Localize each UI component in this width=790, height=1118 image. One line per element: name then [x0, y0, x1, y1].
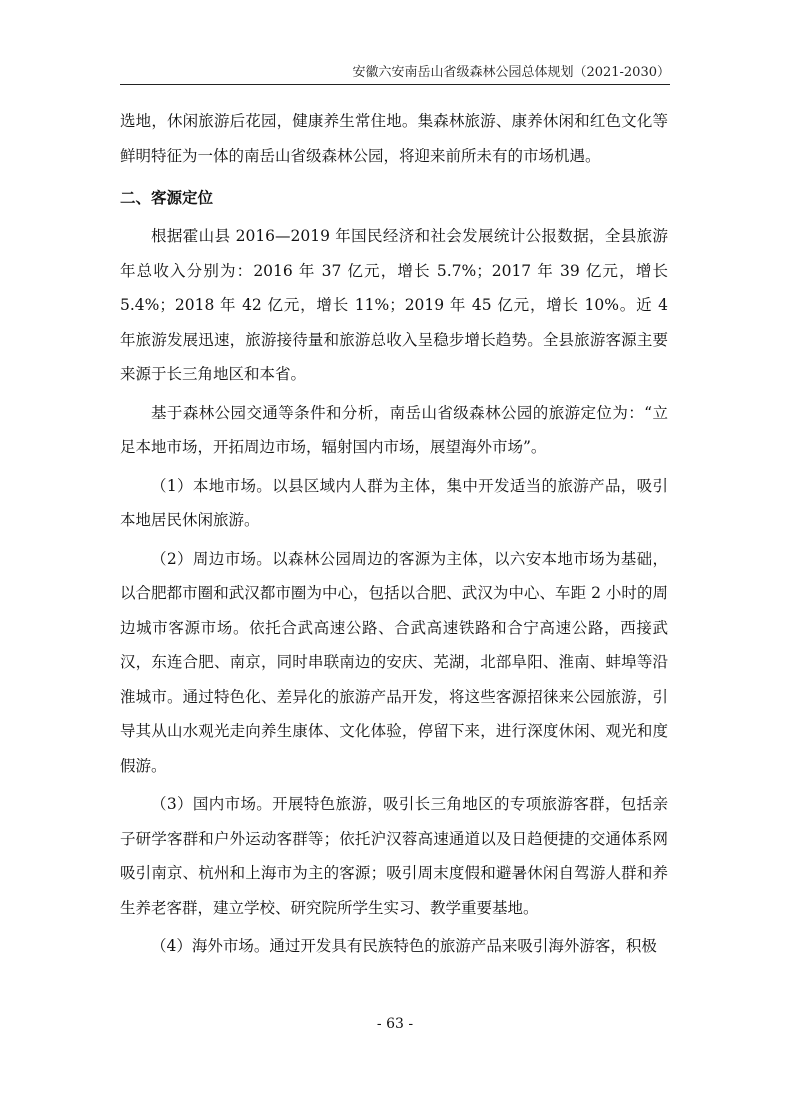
paragraph-local-market: （1）本地市场。以县区域内人群为主体，集中开发适当的旅游产品，吸引本地居民休闲旅游。 — [120, 476, 668, 529]
paragraph-overseas-market: （4）海外市场。通过开发具有民族特色的旅游产品来吸引海外游客，积极 — [151, 937, 657, 955]
page-body — [120, 104, 668, 968]
paragraph-continued: 选地，休闲旅游后花园，健康养生常住地。集森林旅游、康养休闲和红色文化等鲜明特征为一体的南岳山省级森林公园，将迎来前所未有的市场机遇。 — [120, 112, 668, 165]
running-header: 安徽六安南岳山省级森林公园总体规划（2021-2030） — [352, 65, 670, 80]
paragraph-tourism-statistics: 根据霍山县 2016—2019 年国民经济和社会发展统计公报数据，全县旅游年总收入分别为：2016 年 37 亿元，增长 5.7%；2017 年 39 亿元，增长 5.4%；2018 年 42 亿元，增长 11%；2019 年 45 亿元，增长 10%。近 4 年旅游发展迅速，旅游接待量和旅游总收入呈稳步增长趋势。全县旅游客源主要来源于长三角地区和本省。 — [120, 227, 668, 383]
paragraph-domestic-market: （3）国内市场。开展特色旅游，吸引长三角地区的专项旅游客群，包括亲子研学客群和户外运动客群等；依托沪汉蓉高速通道以及日趋便捷的交通体系网吸引南京、杭州和上海市为主的客源；吸引周末度假和避暑休闲自驾游人群和养生养老客群，建立学校、研究院所学生实习、教学重要基地。 — [120, 795, 668, 917]
header-divider — [120, 84, 670, 85]
page-number: - 63 - — [376, 1016, 414, 1032]
paragraph-positioning: 基于森林公园交通等条件和分析，南岳山省级森林公园的旅游定位为：“立足本地市场，开拓周边市场，辐射国内市场，展望海外市场”。 — [120, 403, 668, 456]
section-heading: 二、客源定位 — [120, 189, 214, 207]
paragraph-surrounding-market: （2）周边市场。以森林公园周边的客源为主体，以六安本地市场为基础，以合肥都市圈和武汉都市圈为中心，包括以合肥、武汉为中心、车距 2 小时的周边城市客源市场。依托合武高速公路、合武高速铁路和合宁高速公路，西接武汉，东连合肥、南京，同时串联南边的安庆、芜湖，北部阜阳、淮南、蚌埠等沿淮城市。通过特色化、差异化的旅游产品开发，将这些客源招徕来公园旅游，引导其从山水观光走向养生康体、文化体验，停留下来，进行深度休闲、观光和度假游。 — [120, 549, 668, 775]
